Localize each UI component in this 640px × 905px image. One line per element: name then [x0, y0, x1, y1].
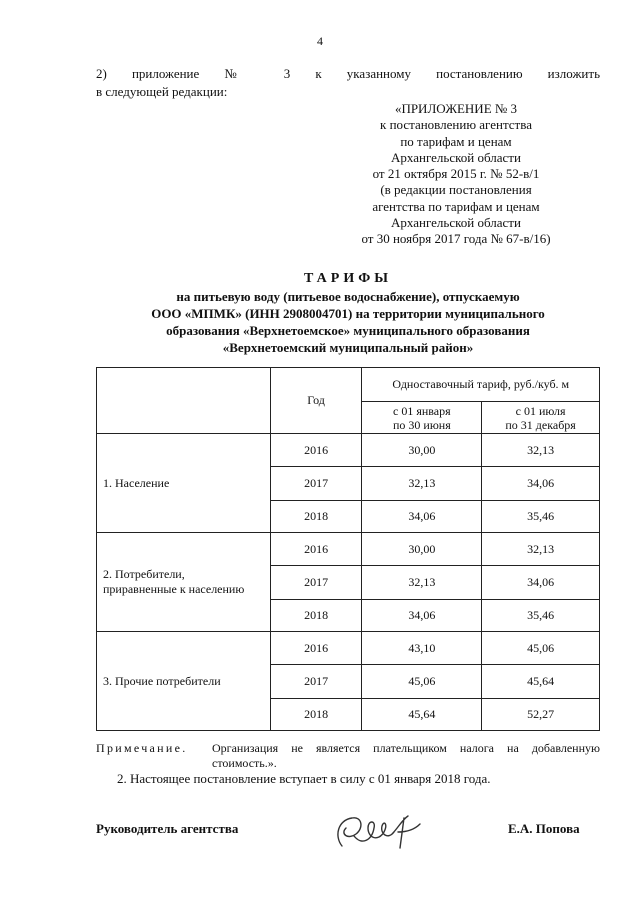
year-cell: 2017: [270, 566, 362, 600]
annex-line: от 21 октября 2015 г. № 52-в/1: [372, 166, 540, 182]
tariff-cell: 52,27: [482, 699, 600, 731]
category-cell: 1. Население: [97, 434, 271, 533]
tariff-cell: 34,06: [362, 501, 482, 533]
year-cell: 2016: [270, 632, 362, 665]
signatory-position: Руководитель агентства: [96, 821, 239, 836]
annex-line: агентства по тарифам и ценам: [372, 198, 540, 214]
year-cell: 2016: [270, 533, 362, 566]
year-cell: 2016: [270, 434, 362, 467]
note-text: Организация не является плательщиком налога на добавленную стоимость.».: [212, 741, 600, 770]
tariff-cell: 30,00: [362, 434, 482, 467]
annex-header: [330, 101, 582, 248]
tariff-cell: 45,06: [362, 665, 482, 699]
tariff-cell: 35,46: [482, 600, 600, 632]
tariff-cell: 32,13: [362, 566, 482, 600]
tariff-cell: 32,13: [482, 533, 600, 566]
page-number: 4: [317, 34, 323, 48]
handwritten-signature: [328, 806, 428, 856]
tariff-cell: 43,10: [362, 632, 482, 665]
category-cell: 3. Прочие потребители: [97, 632, 271, 731]
tariff-cell: 45,64: [362, 699, 482, 731]
tariff-cell: 45,64: [482, 665, 600, 699]
category-cell: 2. Потребители, приравненные к населению: [97, 533, 271, 632]
header-category: [97, 368, 271, 434]
document-heading: [96, 270, 600, 356]
tariff-table: [96, 367, 600, 731]
annex-line: Архангельской области: [391, 149, 521, 165]
header-tariff: Одноставочный тариф, руб./куб. м: [362, 368, 600, 402]
annex-line: «ПРИЛОЖЕНИЕ № 3: [394, 101, 518, 116]
annex-line: по тарифам и ценам: [400, 133, 512, 149]
year-cell: 2017: [270, 467, 362, 501]
tariff-cell: 35,46: [482, 501, 600, 533]
document-title: ТАРИФЫ: [304, 271, 392, 286]
header-period-2: [482, 402, 600, 434]
table-row: [97, 632, 600, 665]
year-cell: 2018: [270, 501, 362, 533]
year-cell: 2017: [270, 665, 362, 699]
year-cell: 2018: [270, 699, 362, 731]
tariff-cell: 32,13: [362, 467, 482, 501]
annex-line: от 30 ноября 2017 года № 67-в/16): [361, 231, 551, 247]
annex-line: к постановлению агентства: [380, 117, 532, 133]
tariff-cell: 34,06: [362, 600, 482, 632]
table-row: [97, 434, 600, 467]
note: [96, 741, 600, 771]
tariff-cell: 30,00: [362, 533, 482, 566]
header-period-1: [362, 402, 482, 434]
heading-line: на питьевую воду (питьевое водоснабжение), отпускаемую: [176, 289, 520, 304]
signatory-name: Е.А. Попова: [508, 821, 580, 836]
tariff-cell: 34,06: [482, 566, 600, 600]
annex-line: (в редакции постановления: [380, 182, 532, 198]
paragraph-1-line-1: 2) приложение № 3 к указанному постановлению изложить: [96, 66, 600, 81]
header-year: Год: [270, 368, 362, 434]
tariff-cell: 34,06: [482, 467, 600, 501]
year-cell: 2018: [270, 600, 362, 632]
annex-line: Архангельской области: [391, 215, 521, 231]
period-1-label: с 01 января по 30 июня: [392, 403, 451, 432]
note-label: Примечание.: [96, 741, 188, 755]
tariff-cell: 45,06: [482, 632, 600, 665]
paragraph-2: 2. Настоящее постановление вступает в силу с 01 января 2018 года.: [117, 771, 491, 786]
heading-line: ООО «МПМК» (ИНН 2908004701) на территории муниципального: [151, 306, 545, 321]
paragraph-1-line-2: в следующей редакции:: [96, 84, 228, 99]
table-row: [97, 533, 600, 566]
tariff-cell: 32,13: [482, 434, 600, 467]
heading-line: «Верхнетоемский муниципальный район»: [222, 340, 474, 355]
heading-line: образования «Верхнетоемское» муниципального образования: [166, 323, 530, 338]
period-2-label: с 01 июля по 31 декабря: [505, 403, 576, 432]
table-body: [97, 434, 600, 731]
